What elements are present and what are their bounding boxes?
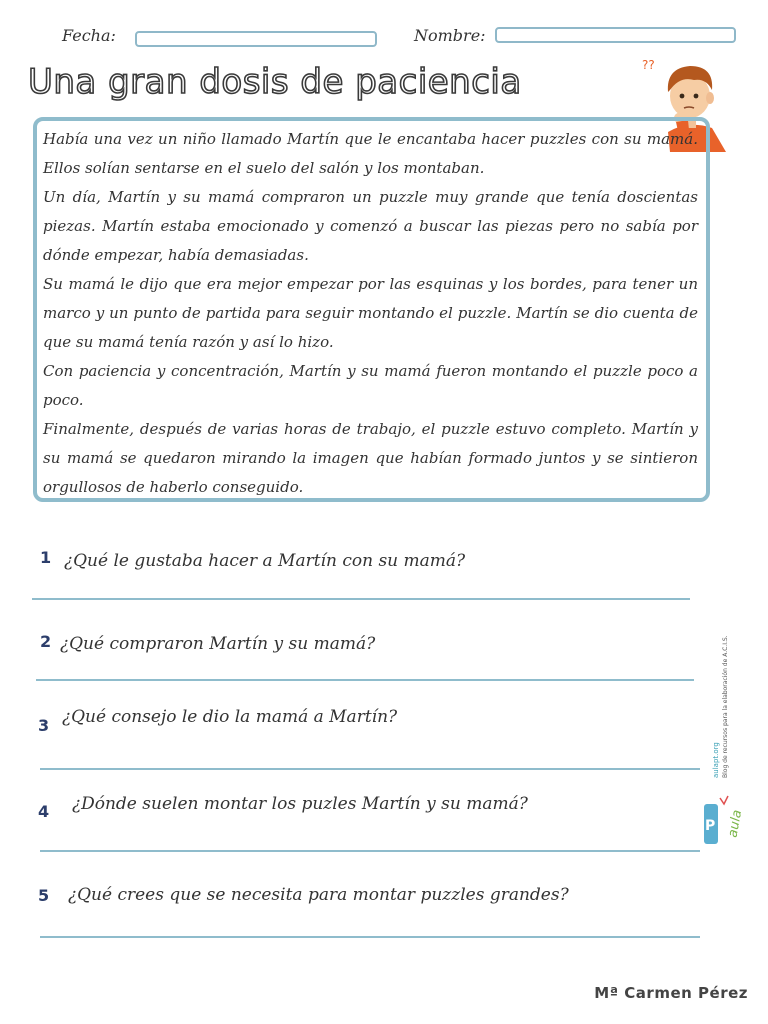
question-5-number: 5 xyxy=(38,886,50,905)
story-paragraph: Finalmente, después de varias horas de trabajo, el puzzle estuvo completo. Martín y su mamá se quedaron mirando la imagen que habían formado juntos y se sintieron orgullosos de haberlo conseguido. xyxy=(43,420,698,496)
aula-pt-logo xyxy=(700,794,746,848)
name-field[interactable] xyxy=(495,27,736,43)
answer-4-line[interactable] xyxy=(40,850,700,852)
story-paragraph: Con paciencia y concentración, Martín y su mamá fueron montando el puzzle poco a poco. xyxy=(43,362,698,409)
answer-2-line[interactable] xyxy=(36,679,694,681)
date-label: Fecha: xyxy=(62,26,116,45)
aula-logo-icon xyxy=(700,794,746,848)
question-4-text: ¿Dónde suelen montar los puzles Martín y su mamá? xyxy=(72,794,528,814)
question-3-text: ¿Qué consejo le dio la mamá a Martín? xyxy=(62,707,398,727)
question-2-text: ¿Qué compraron Martín y su mamá? xyxy=(60,634,376,654)
question-1-text: ¿Qué le gustaba hacer a Martín con su mamá? xyxy=(64,551,466,571)
story-paragraph: Su mamá le dijo que era mejor empezar por las esquinas y los bordes, para tener un marco y un punto de partida para seguir montando el puzzle. Martín se dio cuenta de que su mamá tenía razón y así lo hizo. xyxy=(43,275,698,351)
svg-text:aula: aula xyxy=(725,808,746,839)
question-1-number: 1 xyxy=(40,548,52,567)
question-2-number: 2 xyxy=(40,632,52,651)
brand-url: aulapt.org xyxy=(712,742,720,778)
story-box xyxy=(33,117,710,502)
story-paragraph: Había una vez un niño llamado Martín que le encantaba hacer puzzles con su mamá. Ellos solían sentarse en el suelo del salón y los montaban. xyxy=(43,130,698,177)
story-paragraph: Un día, Martín y su mamá compraron un puzzle muy grande que tenía doscientas piezas. Martín estaba emocionado y comenzó a buscar las piezas pero no sabía por dónde empezar, había demasiadas. xyxy=(43,188,698,264)
brand-tagline: Blog de recursos para la elaboración de A.C.I.S. xyxy=(722,635,729,778)
answer-3-line[interactable] xyxy=(40,768,700,770)
question-5-text: ¿Qué crees que se necesita para montar puzzles grandes? xyxy=(68,885,569,905)
page-title: Una gran dosis de paciencia xyxy=(28,62,522,102)
svg-text:P: P xyxy=(705,818,716,834)
author-credit: Mª Carmen Pérez xyxy=(594,984,748,1002)
name-label: Nombre: xyxy=(414,26,486,45)
answer-5-line[interactable] xyxy=(40,936,700,938)
date-field[interactable] xyxy=(135,31,377,47)
question-marks: ?? xyxy=(642,58,655,72)
question-3-number: 3 xyxy=(38,716,50,735)
answer-1-line[interactable] xyxy=(32,598,690,600)
question-4-number: 4 xyxy=(38,802,50,821)
